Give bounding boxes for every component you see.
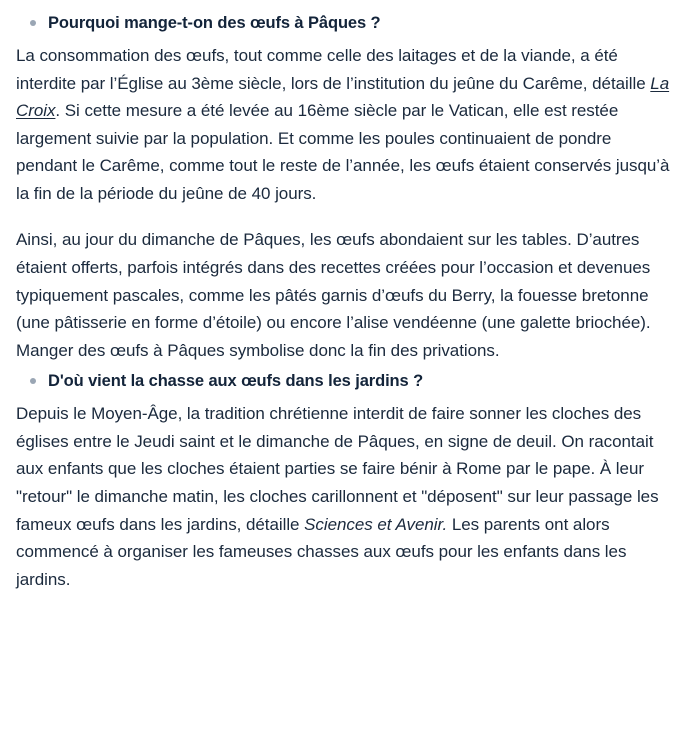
paragraph-text-after: Les parents ont alors commencé à organiser les fameuses chasses aux œufs pour les enfants dans les jardins. [16,514,627,589]
paragraph [16,42,671,207]
article-section-egg-hunt [16,370,671,593]
article-section-eggs [16,12,671,364]
source-link-la-croix[interactable]: La Croix [16,73,670,121]
paragraph-text-before: Depuis le Moyen-Âge, la tradition chrétienne interdit de faire sonner les cloches des églises entre le Jeudi saint et le dimanche de Pâques, en signe de deuil. On racontait aux enfants que les cloches étaient parties se faire bénir à Rome par le pape. À leur "retour" le dimanche matin, les cloches carillonnent et "déposent" sur leur passage les fameux œufs dans les jardins, détaille [16,404,659,534]
paragraph-text-after: . Si cette mesure a été levée au 16ème siècle par le Vatican, elle est restée largement suivie par la population. Et comme les poules continuaient de pondre pendant le Carême, comme tout le reste de l’année, les œufs étaient conservés jusqu’à la fin de la période du jeûne de 40 jours. [16,101,670,203]
paragraph [16,400,671,593]
section-heading-eggs [16,12,671,34]
section-heading-text: D'où vient la chasse aux œufs dans les jardins ? [48,372,424,391]
section-heading-text: Pourquoi mange-t-on des œufs à Pâques ? [48,14,381,32]
bullet-icon [30,378,36,384]
source-citation-sciences-et-avenir: Sciences et Avenir. [304,514,448,534]
paragraph-text-before: La consommation des œufs, tout comme celle des laitages et de la viande, a été interdite par l’Église au 3ème siècle, lors de l’institution du jeûne du Carême, détaille [16,46,651,93]
section-heading-egg-hunt [16,370,671,392]
bullet-icon [30,20,36,26]
paragraph: Ainsi, au jour du dimanche de Pâques, les œufs abondaient sur les tables. D’autres étaient offerts, parfois intégrés dans des recettes créées pour l’occasion et devenues typiquement pascales, comme les pâtés garnis d’œufs du Berry, la fouesse bretonne (une pâtisserie en forme d’étoile) ou encore l’alise vendéenne (une galette briochée). Manger des œufs à Pâques symbolise donc la fin des privations. [16,230,651,360]
